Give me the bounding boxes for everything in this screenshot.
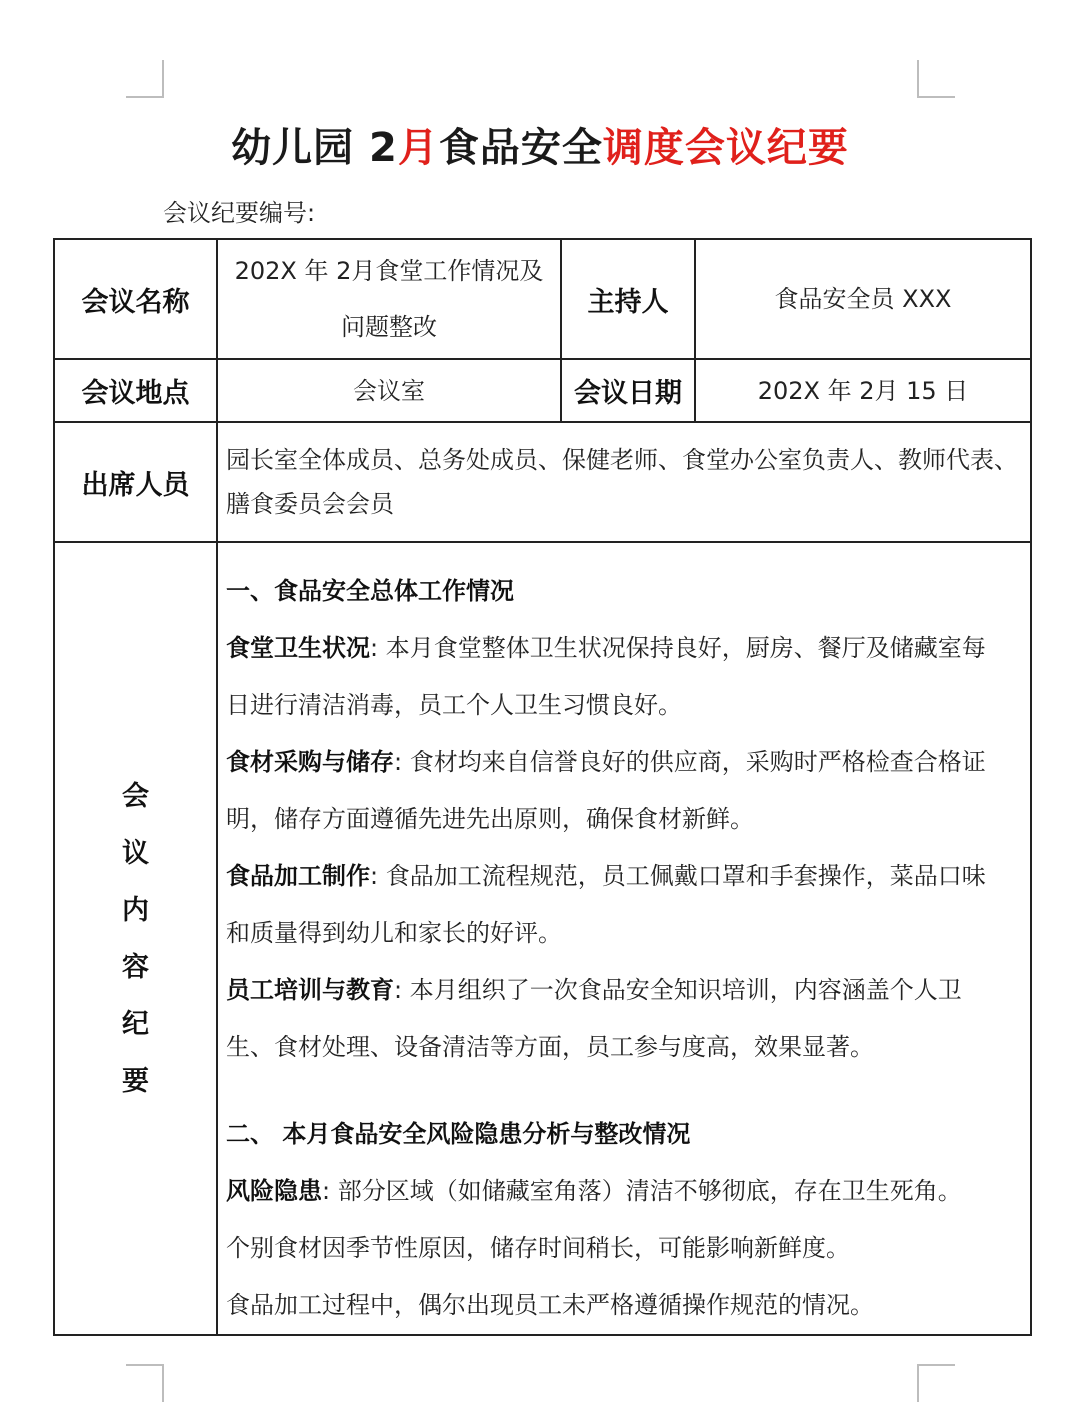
host-label: 主持人 (561, 239, 695, 359)
date-label: 会议日期 (561, 359, 695, 422)
content-label (54, 542, 217, 1335)
paragraph-training (226, 962, 1024, 1019)
row-attendees (54, 422, 1031, 542)
training-line-1: : 本月组织了一次食品安全知识培训，内容涵盖个人卫 (394, 976, 962, 1004)
purchasing-line-2: 明，储存方面遵循先进先出原则，确保食材新鲜。 (226, 805, 754, 833)
document-title (0, 120, 1080, 176)
date-value: 202X 年 2月 15 日 (695, 359, 1031, 422)
term-training: 员工培训与教育 (226, 976, 394, 1004)
crop-mark-top-left (126, 60, 164, 98)
paragraph-hygiene (226, 620, 1024, 677)
meeting-name-value (217, 239, 561, 359)
minutes-table (53, 238, 1032, 1336)
purchasing-line-1: : 食材均来自信誉良好的供应商，采购时严格检查合格证 (394, 748, 986, 776)
risk-line-2: 个别食材因季节性原因，储存时间稍长，可能影响新鲜度。 (226, 1234, 850, 1262)
hygiene-line-1: : 本月食堂整体卫生状况保持良好，厨房、餐厅及储藏室每 (370, 634, 986, 662)
term-risk: 风险隐患 (226, 1177, 322, 1205)
training-line-2: 生、食材处理、设备清洁等方面，员工参与度高，效果显著。 (226, 1033, 874, 1061)
term-hygiene: 食堂卫生状况 (226, 634, 370, 662)
term-purchasing: 食材采购与储存 (226, 748, 394, 776)
row-location (54, 359, 1031, 422)
doc-number-label: 会议纪要编号: (163, 199, 316, 227)
section-2-heading: 二、 本月食品安全风险隐患分析与整改情况 (226, 1120, 691, 1148)
risk-line-3: 食品加工过程中，偶尔出现员工未严格遵循操作规范的情况。 (226, 1291, 874, 1319)
paragraph-purchasing (226, 734, 1024, 791)
title-part-4: 调度会议纪要 (602, 125, 849, 171)
section-gap (226, 1076, 1024, 1106)
processing-line-1: : 食品加工流程规范，员工佩戴口罩和手套操作，菜品口味 (370, 862, 986, 890)
content-body (217, 542, 1031, 1335)
row-meeting-name (54, 239, 1031, 359)
meeting-name-label: 会议名称 (54, 239, 217, 359)
paragraph-risk (226, 1163, 1024, 1220)
content-label-char-4: 容 (122, 951, 149, 983)
host-value: 食品安全员 XXX (695, 239, 1031, 359)
section-1-heading: 一、食品安全总体工作情况 (226, 577, 514, 605)
crop-mark-bottom-right (917, 1364, 955, 1402)
title-part-3: 食品安全 (438, 125, 603, 171)
crop-mark-top-right (917, 60, 955, 98)
term-processing: 食品加工制作 (226, 862, 370, 890)
row-content (54, 542, 1031, 1335)
risk-line-1: : 部分区域（如储藏室角落）清洁不够彻底，存在卫生死角。 (322, 1177, 962, 1205)
attendees-label: 出席人员 (54, 422, 217, 542)
crop-mark-bottom-left (126, 1364, 164, 1402)
content-label-char-3: 内 (122, 894, 149, 926)
location-value: 会议室 (217, 359, 561, 422)
content-label-char-1: 会 (122, 780, 149, 812)
location-label: 会议地点 (54, 359, 217, 422)
attendees-value (217, 422, 1031, 542)
hygiene-line-2: 日进行清洁消毒，员工个人卫生习惯良好。 (226, 691, 682, 719)
paragraph-processing (226, 848, 1024, 905)
content-label-char-6: 要 (122, 1065, 149, 1097)
title-part-1: 幼儿园 2 (231, 125, 398, 171)
processing-line-2: 和质量得到幼儿和家长的好评。 (226, 919, 562, 947)
meeting-name-line-1: 202X 年 2月食堂工作情况及 (234, 257, 544, 285)
meeting-name-line-2: 问题整改 (341, 313, 437, 341)
content-label-char-2: 议 (122, 837, 149, 869)
attendees-line-2: 膳食委员会会员 (226, 490, 394, 518)
content-label-char-5: 纪 (122, 1008, 149, 1040)
attendees-line-1: 园长室全体成员、总务处成员、保健老师、食堂办公室负责人、教师代表、 (226, 446, 1018, 474)
title-part-2: 月 (397, 125, 439, 171)
